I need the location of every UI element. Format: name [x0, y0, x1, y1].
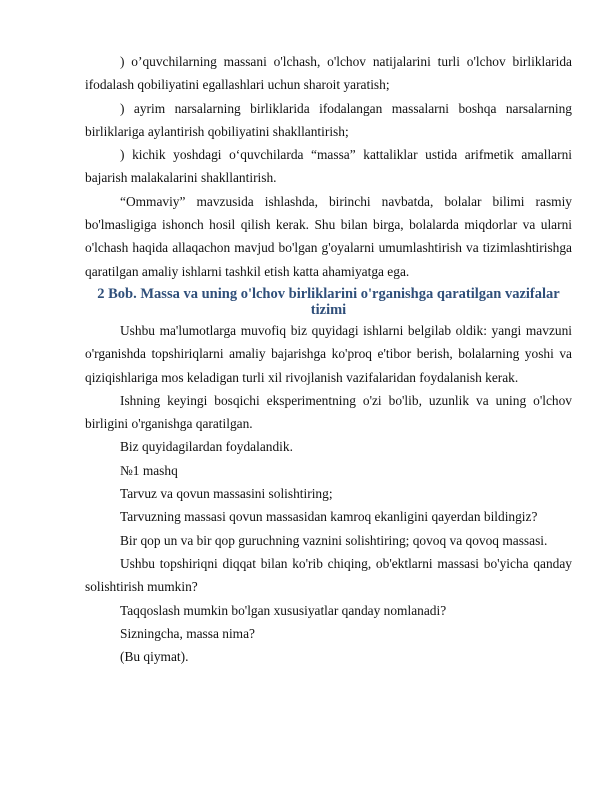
- exercise-line-3: Bir qop un va bir qop guruchning vaznini solishtiring; qovoq va qovoq massasi.: [120, 532, 548, 548]
- line-used: Biz quyidagilardan foydalandik.: [120, 439, 293, 455]
- document-page: [85, 50, 572, 668]
- exercise-line-1: Tarvuz va qovun massasini solishtiring;: [120, 486, 333, 502]
- paragraph-intro: “Ommaviy” mavzusida ishlashda, birinchi navbatda, bolalar bilimi rasmiy bo'lmasligiga ishonch hosil qilish kerak. Shu bilan birga, bolalarda miqdorlar va ularni o'lchash haqida allaqachon mavjud bo'lgan g'oyalarni umumlashtirish va tizimlashtirishga qaratilgan amaliy ishlarni tashkil etish katta ahamiyatga ega.: [85, 193, 572, 279]
- paragraph-goal-1: ) o’quvchilarning massani o'lchash, o'lchov natijalarini turli o'lchov birliklarida ifodalash qobiliyatini egallashlari uchun sharoit yaratish;: [85, 54, 572, 93]
- closing-line-1: Taqqoslash mumkin bo'lgan xususiyatlar qanday nomlanadi?: [120, 602, 447, 618]
- paragraph-goal-2: ) ayrim narsalarning birliklarida ifodalangan massalarni boshqa narsalarning birliklariga aylantirish qobiliyatini shakllantirish;: [85, 100, 572, 139]
- exercise-title: №1 mashq: [120, 462, 178, 478]
- chapter-heading: 2 Bob. Massa va uning o'lchov birliklarini o'rganishga qaratilgan vazifalar tizimi: [97, 285, 560, 319]
- paragraph-tasks: Ushbu ma'lumotlarga muvofiq biz quyidagi ishlarni belgilab oldik: yangi mavzuni o'rganishda topshiriqlarni amaliy bajarishga ko'proq e'tibor berish, bolalarning yoshi va qiziqishlariga mos keladigan turli xil rivojlanish vazifalaridan foydalanish kerak.: [85, 322, 572, 385]
- paragraph-goal-3: ) kichik yoshdagi o‘quvchilarda “massa” kattaliklar ustida arifmetik amallarni bajarish malakalarini shakllantirish.: [85, 147, 572, 186]
- closing-line-3: (Bu qiymat).: [120, 649, 189, 665]
- exercise-line-2: Tarvuzning massasi qovun massasidan kamroq ekanligini qayerdan bildingiz?: [120, 509, 538, 525]
- paragraph-experiment: Ishning keyingi bosqichi eksperimentning o'zi bo'lib, uzunlik va uning o'lchov birligini o'rganishga qaratilgan.: [85, 392, 572, 432]
- closing-line-2: Sizningcha, massa nima?: [120, 625, 255, 641]
- paragraph-question: Ushbu topshiriqni diqqat bilan ko'rib chiqing, ob'ektlarni massasi bo'yicha qanday solishtirish mumkin?: [85, 555, 572, 595]
